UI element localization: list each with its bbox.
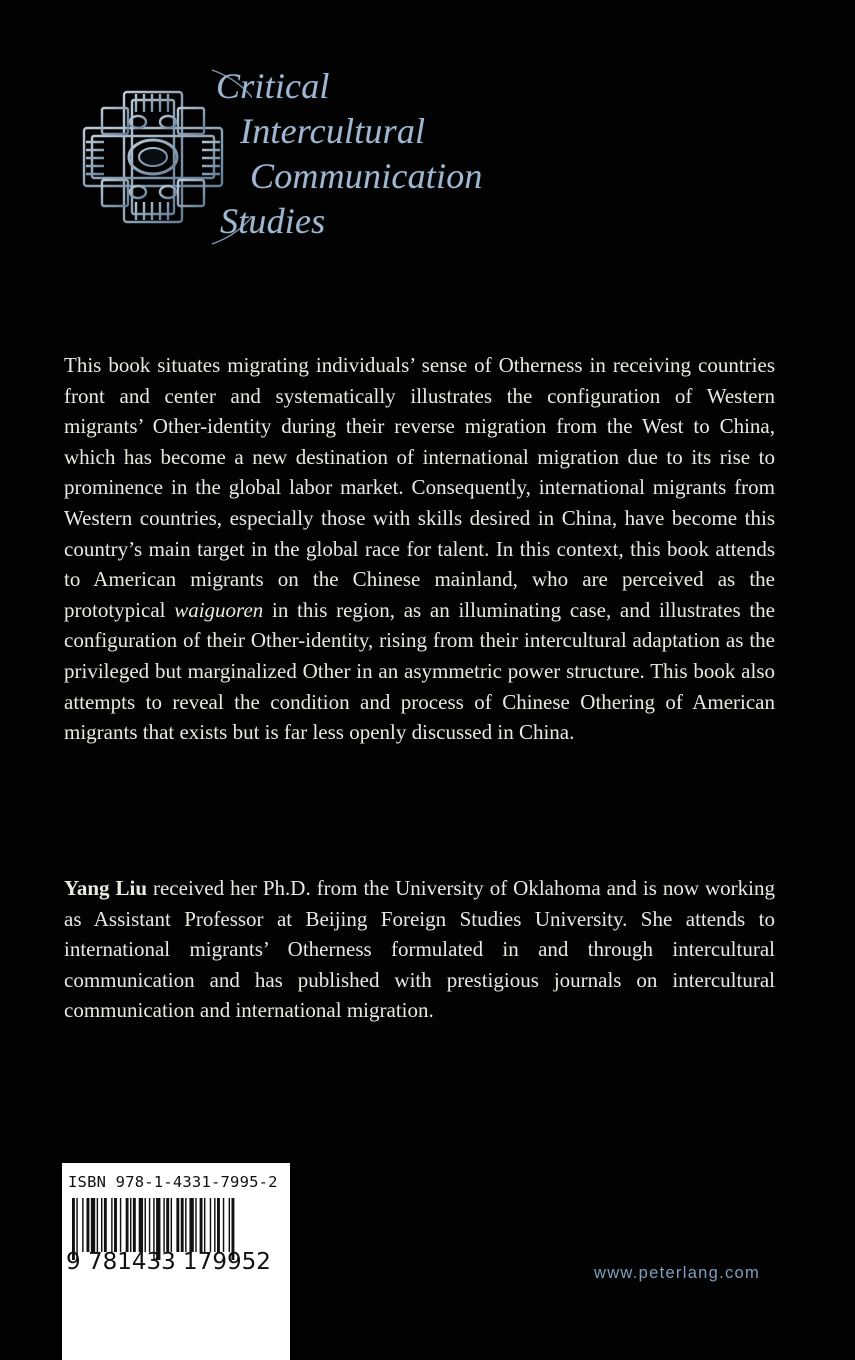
barcode-bar [181,1198,184,1252]
barcode-bar [120,1198,121,1252]
barcode-bar [163,1198,164,1252]
barcode-bar [223,1198,224,1252]
description-part-1: This book situates migrating individuals’ sense of Otherness in receiving countries front and center and systematically illustrates the configuration of Western migrants’ Other-identity during their reverse migration from the West to China, which has become a new destination of international migration due to its rise to prominence in the global labor market. Consequently, international migrants from Western countries, especially those with skills desired in China, have become this country’s main target in the global race for talent. In this context, this book attends to American migrants on the Chinese mainland, who are perceived as the prototypical [64,353,775,622]
barcode-bar [133,1198,136,1252]
barcode-bar [91,1198,95,1252]
barcode-bar [101,1198,102,1252]
barcode-bar [214,1198,215,1252]
series-logo [62,62,483,252]
series-title [212,62,492,252]
isbn-label: ISBN 978-1-4331-7995-2 [68,1173,278,1191]
barcode-bar [82,1198,83,1252]
barcode-bar [185,1198,186,1252]
barcode-bar [200,1198,203,1252]
barcode-bar [149,1198,150,1252]
barcode-bar [217,1198,220,1252]
barcode-bar [111,1198,112,1252]
isbn-barcode [62,1163,290,1360]
description-part-2: in this region, as an illuminating case, and illustrates the configuration of their Other-identity, rising from their intercultural adaptation as the privileged but marginalized Other in an asymmetric power structure. This book also attempts to reveal the condition and process of Chinese Othering of American migrants that exists but is far less openly discussed in China. [64,597,775,745]
author-bio-text: received her Ph.D. from the University of Oklahoma and is now working as Assistant Professor at Beijing Foreign Studies University. She attends to international migrants’ Otherness formulated in and through intercultural communication and has published with prestigious journals on intercultural communication and international migration. [64,876,775,1023]
barcode-bar [130,1198,131,1252]
publisher-url[interactable]: www.peterlang.com [594,1264,761,1282]
series-title-line-critical: Critical [216,66,330,106]
barcode-bar [189,1198,193,1252]
barcode-bar [204,1198,205,1252]
barcode-bar [145,1198,146,1252]
barcode-bar [139,1198,143,1252]
series-title-line-intercultural: Intercultural [240,111,426,151]
series-title-line-communication: Communication [250,156,483,196]
barcode-bar [195,1198,196,1252]
series-title-line-studies: Studies [220,201,326,241]
barcode-bar [171,1198,172,1252]
description-term: waiguoren [174,597,264,622]
barcode-bar [87,1198,90,1252]
barcode-bar [176,1198,179,1252]
barcode-bar [97,1198,98,1252]
barcode-digits: 9 781433 179952 [66,1249,271,1275]
barcode-bar [210,1198,211,1252]
author-bio [64,873,775,1026]
barcode-bar [166,1198,169,1252]
barcode-bar [104,1198,107,1252]
book-description [64,350,775,748]
barcode-bar [114,1198,117,1252]
barcode-bar [229,1198,230,1252]
barcode-bar [126,1198,129,1252]
author-name: Yang Liu [64,876,148,900]
